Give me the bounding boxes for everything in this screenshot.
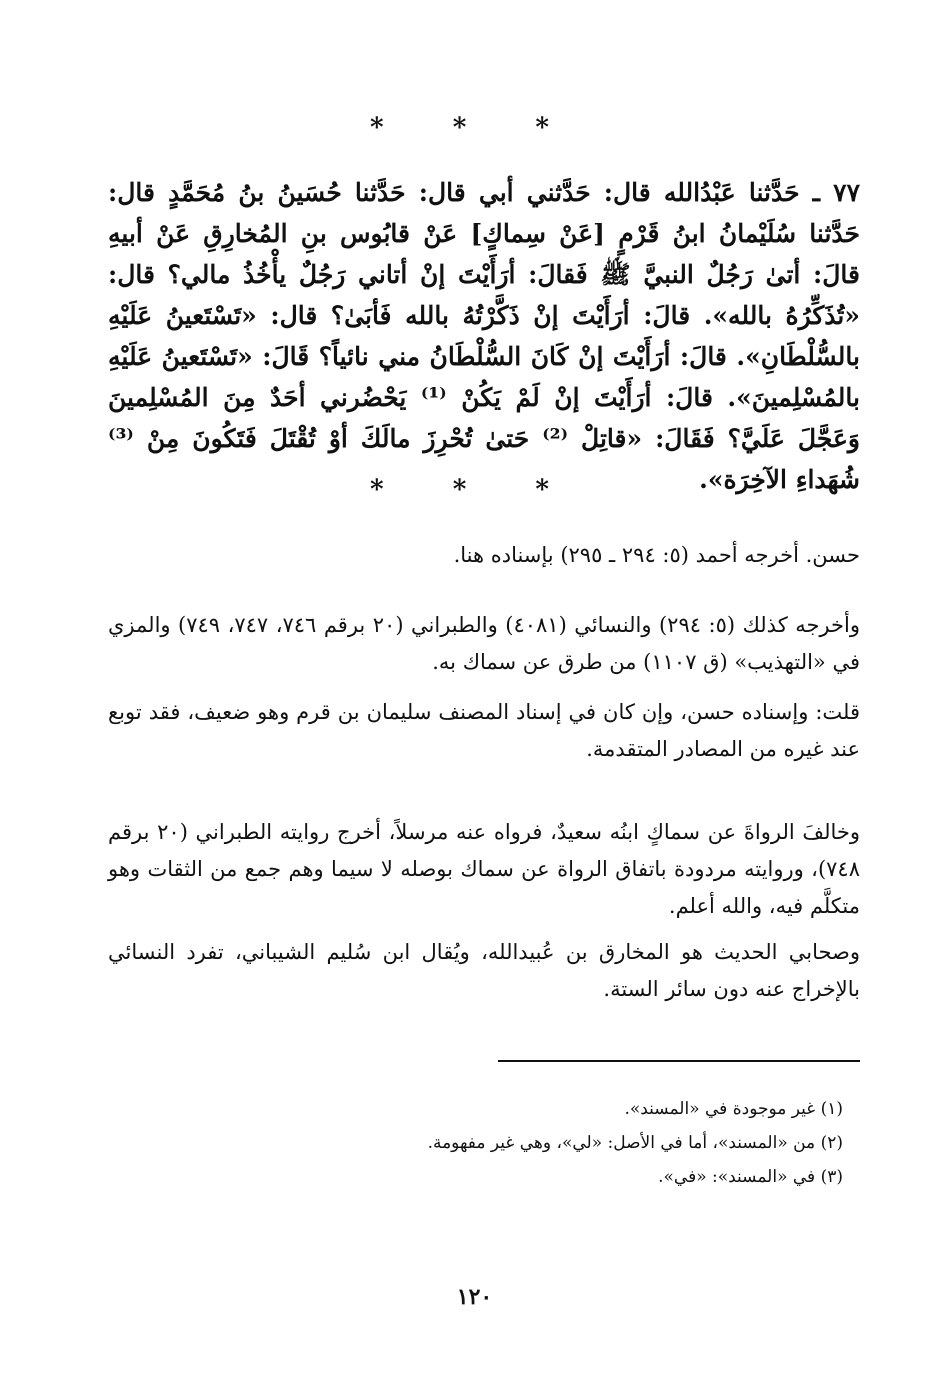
- footnote-2: (٢) من «المسند»، أما في الأصل: «لي»، وهي غير مفهومة.: [427, 1133, 843, 1153]
- hadith-77-text: ٧٧ ـ حَدَّثنا عَبْدُالله قال: حَدَّثني أبي قال: حَدَّثنا حُسَينُ بنُ مُحَمَّدٍ قال: حَدَّثنا سُلَيْمانُ ابنُ قَرْمٍ [عَنْ سِماكٍ] عَنْ قابُوس بنِ المُخارِقِ عَنْ أبيهِ قالَ: أتىٰ رَجُلٌ النبيَّ ﷺ فَقالَ: أرَأَيْتَ إنْ أتاني رَجُلٌ يأْخُذُ مالي؟ قال: «تُذَكِّرُهُ بالله». قالَ: أرَأَيْتَ إنْ ذَكَّرْتُهُ بالله فَأبَىٰ؟ قال: «تَسْتَعينُ عَلَيْهِ بالسُّلْطَانِ». قالَ: أرَأَيْتَ إنْ كَانَ السُّلْطَانُ مني نائياً؟ قَالَ: «تَسْتَعينُ عَلَيْهِ بالمُسْلِمينَ». قالَ: أرَأَيْتَ إنْ لَمْ يَكُنْ ⁽¹⁾ يَحْضُرني أحَدٌ مِنَ المُسْلِمينَ وَعَجَّلَ عَلَيَّ؟ فَقَالَ: «قاتِلْ ⁽²⁾ حَتىٰ تُحْرِزَ مالَكَ أوْ تُقْتَلَ فَتَكُونَ مِنْ ⁽³⁾ شُهَداءِ الآخِرَة».: [108, 178, 860, 494]
- commentary-paragraph: وخالفَ الرواةَ عن سماكٍ ابنُه سعيدٌ، فرواه عنه مرسلاً، أخرج روايته الطبراني (٢٠ برقم ٧٤٨)، وروايته مردودة باتفاق الرواة عن سماك بوصله لا سيما وهم جمع من الثقات وهو متكلَّم فيه، والله أعلم.: [108, 820, 861, 918]
- commentary-paragraph: حسن. أخرجه أحمد (٥: ٢٩٤ ـ ٢٩٥) بإسناده هنا.: [453, 543, 860, 567]
- section-separator-middle: * * *: [370, 475, 579, 505]
- footnote-3: (٣) في «المسند»: «في».: [658, 1167, 843, 1187]
- commentary-paragraph: وأخرجه كذلك (٥: ٢٩٤) والنسائي (٤٠٨١) والطبراني (٢٠ برقم ٧٤٦، ٧٤٧، ٧٤٩) والمزي في «التهذيب» (ق ١١٠٧) من طرق عن سماك به.: [108, 613, 860, 674]
- commentary-paragraph: قلت: وإسناده حسن، وإن كان في إسناد المصنف سليمان بن قرم وهو ضعيف، فقد توبع عند غيره من المصادر المتقدمة.: [108, 700, 861, 761]
- commentary-paragraph: وصحابي الحديث هو المخارق بن عُبيدالله، ويُقال ابن سُليم الشيباني، تفرد النسائي بالإخراج عنه دون سائر الستة.: [108, 940, 860, 1001]
- footnote-1: (١) غير موجودة في «المسند».: [624, 1099, 843, 1119]
- footnote-divider: [498, 1060, 860, 1062]
- page-number: ١٢٠: [456, 1284, 493, 1310]
- footnotes: [108, 1092, 843, 1194]
- section-separator-top: * * *: [370, 113, 579, 143]
